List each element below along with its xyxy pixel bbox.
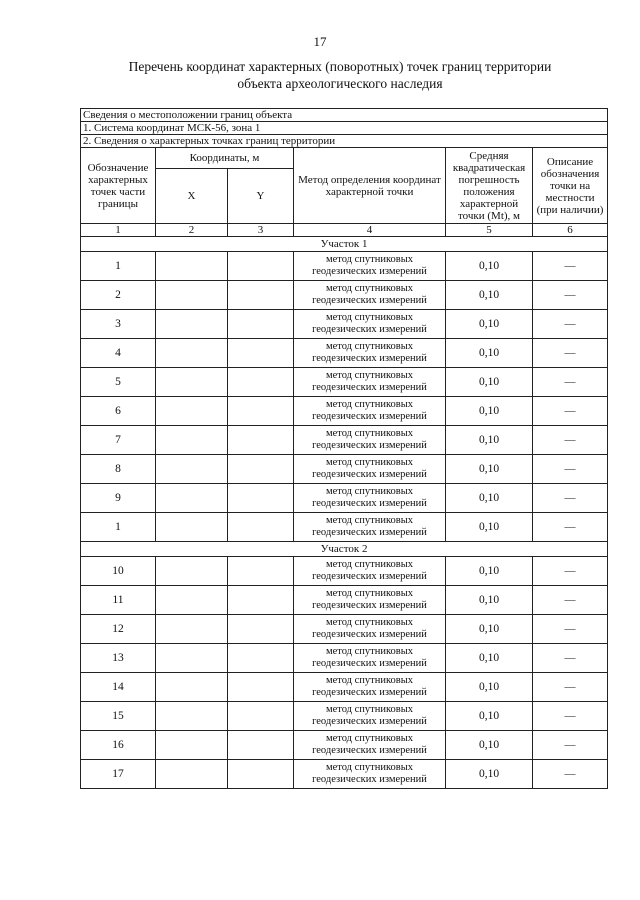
accuracy-cell: 0,10: [446, 397, 533, 426]
info-row: [81, 135, 608, 148]
table-row: [81, 644, 608, 673]
method-cell: метод спутниковых геодезических измерений: [294, 586, 446, 615]
description-cell: —: [533, 644, 608, 673]
description-cell: —: [533, 557, 608, 586]
header-row: [81, 148, 608, 169]
coordinate-x: [156, 513, 228, 542]
coordinate-x: [156, 586, 228, 615]
coordinate-y: [228, 339, 294, 368]
method-cell: метод спутниковых геодезических измерений: [294, 310, 446, 339]
method-cell: метод спутниковых геодезических измерений: [294, 339, 446, 368]
point-designation: 1: [81, 252, 156, 281]
point-designation: 11: [81, 586, 156, 615]
header-coordinates: Координаты, м: [156, 148, 294, 169]
column-number: 5: [446, 224, 533, 237]
coordinate-y: [228, 586, 294, 615]
coordinate-y: [228, 673, 294, 702]
coordinate-y: [228, 426, 294, 455]
table-row: [81, 702, 608, 731]
description-cell: —: [533, 397, 608, 426]
description-cell: —: [533, 513, 608, 542]
document-title-line-2: объекта археологического наследия: [237, 76, 443, 91]
point-designation: 17: [81, 760, 156, 789]
description-cell: —: [533, 673, 608, 702]
point-designation: 7: [81, 426, 156, 455]
point-designation: 9: [81, 484, 156, 513]
method-cell: метод спутниковых геодезических измерений: [294, 397, 446, 426]
method-cell: метод спутниковых геодезических измерений: [294, 760, 446, 789]
coordinate-y: [228, 455, 294, 484]
coordinate-y: [228, 644, 294, 673]
coordinates-table: [80, 108, 608, 789]
description-cell: —: [533, 586, 608, 615]
table-row: [81, 760, 608, 789]
accuracy-cell: 0,10: [446, 368, 533, 397]
section-row: [81, 237, 608, 252]
page-number: 17: [313, 34, 327, 49]
accuracy-cell: 0,10: [446, 586, 533, 615]
accuracy-cell: 0,10: [446, 760, 533, 789]
description-cell: —: [533, 310, 608, 339]
method-cell: метод спутниковых геодезических измерений: [294, 644, 446, 673]
accuracy-cell: 0,10: [446, 673, 533, 702]
method-cell: метод спутниковых геодезических измерений: [294, 368, 446, 397]
column-number: 4: [294, 224, 446, 237]
point-designation: 15: [81, 702, 156, 731]
table-row: [81, 397, 608, 426]
coordinate-y: [228, 397, 294, 426]
table-row: [81, 731, 608, 760]
column-numbers-row: [81, 224, 608, 237]
table-row: [81, 281, 608, 310]
column-number: 6: [533, 224, 608, 237]
coordinate-y: [228, 368, 294, 397]
column-number: 3: [228, 224, 294, 237]
info-row: [81, 122, 608, 135]
header-designation: Обозначение характерных точек части границы: [81, 148, 156, 224]
coordinate-x: [156, 281, 228, 310]
accuracy-cell: 0,10: [446, 252, 533, 281]
coordinate-x: [156, 310, 228, 339]
point-designation: 6: [81, 397, 156, 426]
table-row: [81, 484, 608, 513]
section-row: [81, 542, 608, 557]
description-cell: —: [533, 252, 608, 281]
point-designation: 8: [81, 455, 156, 484]
description-cell: —: [533, 368, 608, 397]
coordinate-y: [228, 484, 294, 513]
column-number: 2: [156, 224, 228, 237]
coordinate-y: [228, 310, 294, 339]
description-cell: —: [533, 339, 608, 368]
point-designation: 10: [81, 557, 156, 586]
header-y: Y: [228, 169, 294, 224]
section-title: Участок 1: [81, 237, 608, 252]
table-row: [81, 310, 608, 339]
method-cell: метод спутниковых геодезических измерений: [294, 673, 446, 702]
point-designation: 13: [81, 644, 156, 673]
accuracy-cell: 0,10: [446, 484, 533, 513]
header-method: Метод определения координат характерной точки: [294, 148, 446, 224]
coordinate-y: [228, 557, 294, 586]
coordinate-x: [156, 731, 228, 760]
table-row: [81, 339, 608, 368]
description-cell: —: [533, 281, 608, 310]
table-row: [81, 513, 608, 542]
table-row: [81, 368, 608, 397]
description-cell: —: [533, 615, 608, 644]
point-designation: 3: [81, 310, 156, 339]
coordinate-x: [156, 368, 228, 397]
method-cell: метод спутниковых геодезических измерений: [294, 484, 446, 513]
description-cell: —: [533, 731, 608, 760]
info-cell: 2. Сведения о характерных точках границ территории: [81, 135, 608, 148]
method-cell: метод спутниковых геодезических измерений: [294, 513, 446, 542]
method-cell: метод спутниковых геодезических измерений: [294, 281, 446, 310]
table-row: [81, 252, 608, 281]
accuracy-cell: 0,10: [446, 557, 533, 586]
table-row: [81, 455, 608, 484]
coordinate-x: [156, 339, 228, 368]
coordinate-x: [156, 673, 228, 702]
coordinate-y: [228, 760, 294, 789]
document-title-line-1: Перечень координат характерных (поворотных) точек границ территории: [128, 59, 552, 74]
accuracy-cell: 0,10: [446, 339, 533, 368]
info-cell: Сведения о местоположении границ объекта: [81, 109, 608, 122]
coordinate-y: [228, 615, 294, 644]
method-cell: метод спутниковых геодезических измерений: [294, 557, 446, 586]
header-accuracy: Средняя квадратическая погрешность положения характерной точки (Mt), м: [446, 148, 533, 224]
header-description: Описание обозначения точки на местности (при наличии): [533, 148, 608, 224]
accuracy-cell: 0,10: [446, 426, 533, 455]
coordinate-x: [156, 252, 228, 281]
method-cell: метод спутниковых геодезических измерений: [294, 252, 446, 281]
method-cell: метод спутниковых геодезических измерений: [294, 426, 446, 455]
point-designation: 2: [81, 281, 156, 310]
description-cell: —: [533, 484, 608, 513]
coordinate-x: [156, 644, 228, 673]
header-x: X: [156, 169, 228, 224]
accuracy-cell: 0,10: [446, 310, 533, 339]
coordinate-x: [156, 426, 228, 455]
accuracy-cell: 0,10: [446, 281, 533, 310]
table-row: [81, 615, 608, 644]
accuracy-cell: 0,10: [446, 615, 533, 644]
table-row: [81, 586, 608, 615]
info-row: [81, 109, 608, 122]
coordinate-x: [156, 557, 228, 586]
description-cell: —: [533, 702, 608, 731]
accuracy-cell: 0,10: [446, 513, 533, 542]
accuracy-cell: 0,10: [446, 644, 533, 673]
point-designation: 16: [81, 731, 156, 760]
document-title: [90, 58, 590, 92]
coordinate-x: [156, 397, 228, 426]
table-row: [81, 673, 608, 702]
coordinate-x: [156, 455, 228, 484]
coordinate-x: [156, 484, 228, 513]
point-designation: 5: [81, 368, 156, 397]
method-cell: метод спутниковых геодезических измерений: [294, 702, 446, 731]
coordinate-y: [228, 252, 294, 281]
column-number: 1: [81, 224, 156, 237]
accuracy-cell: 0,10: [446, 731, 533, 760]
accuracy-cell: 0,10: [446, 455, 533, 484]
coordinate-y: [228, 702, 294, 731]
method-cell: метод спутниковых геодезических измерений: [294, 731, 446, 760]
point-designation: 14: [81, 673, 156, 702]
point-designation: 12: [81, 615, 156, 644]
info-cell: 1. Система координат МСК-56, зона 1: [81, 122, 608, 135]
point-designation: 1: [81, 513, 156, 542]
description-cell: —: [533, 455, 608, 484]
coordinate-y: [228, 281, 294, 310]
method-cell: метод спутниковых геодезических измерений: [294, 615, 446, 644]
description-cell: —: [533, 426, 608, 455]
table-row: [81, 426, 608, 455]
method-cell: метод спутниковых геодезических измерений: [294, 455, 446, 484]
coordinate-y: [228, 731, 294, 760]
point-designation: 4: [81, 339, 156, 368]
coordinate-y: [228, 513, 294, 542]
accuracy-cell: 0,10: [446, 702, 533, 731]
coordinate-x: [156, 702, 228, 731]
coordinate-x: [156, 615, 228, 644]
coordinate-x: [156, 760, 228, 789]
description-cell: —: [533, 760, 608, 789]
section-title: Участок 2: [81, 542, 608, 557]
table-row: [81, 557, 608, 586]
